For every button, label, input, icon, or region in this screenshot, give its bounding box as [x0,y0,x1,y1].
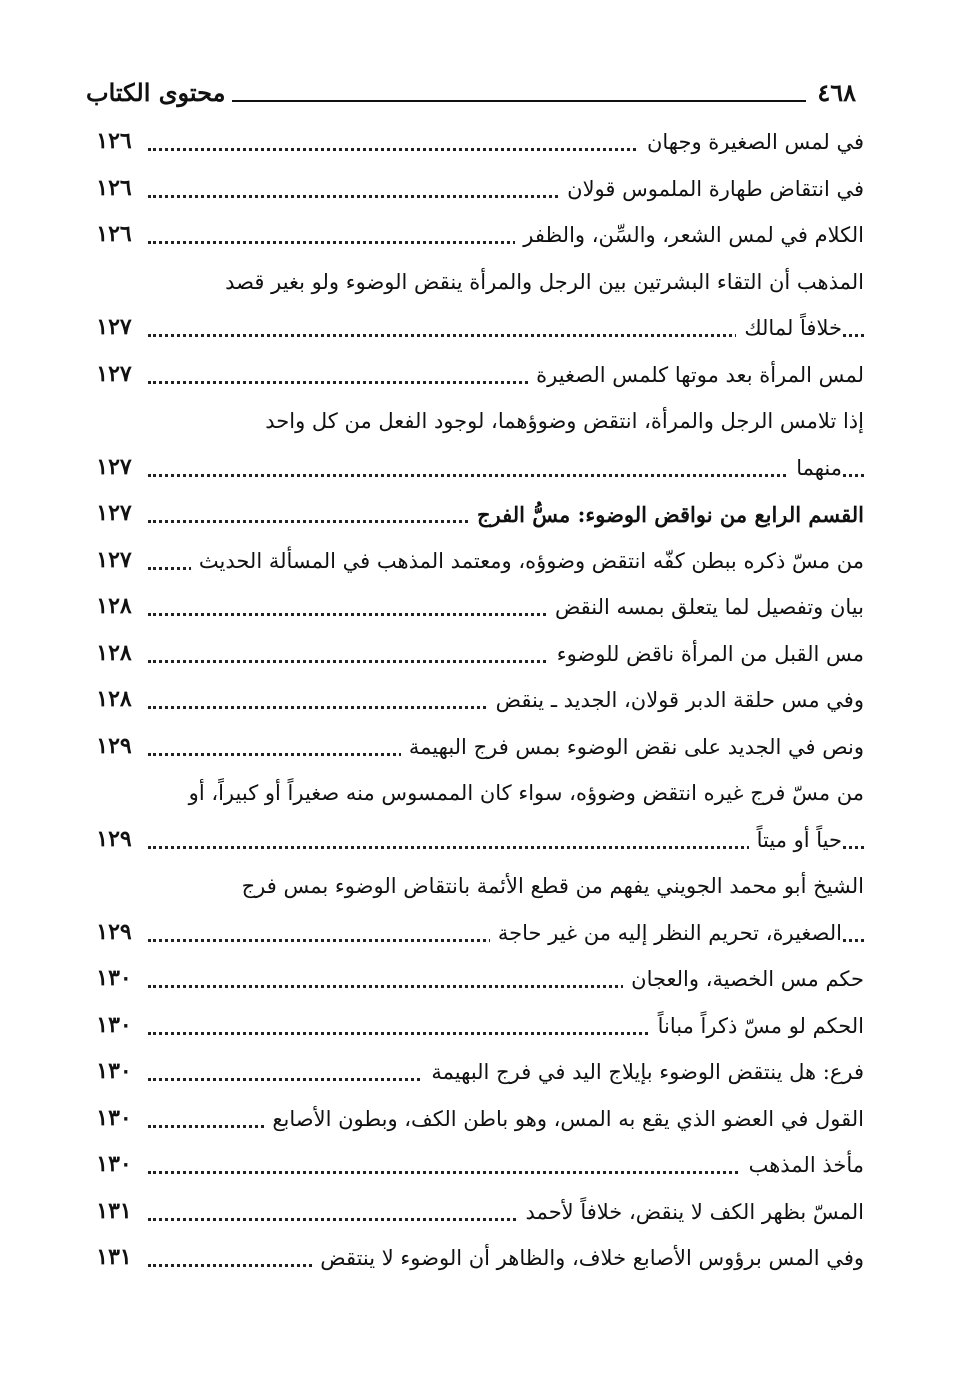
header-rule [232,100,806,102]
toc-entry-text: الكلام في لمس الشعر، والسِّن، والظفر [515,223,864,247]
toc-entry-page: ١٣٠ [96,965,132,991]
toc-entry-text: حكم مس الخصية، والعجان [623,967,864,991]
toc-entry [86,498,864,545]
toc-entry [86,1242,864,1289]
toc-entry-page: ١٢٧ [96,360,132,387]
toc-entry [86,1010,864,1057]
toc-entry [86,1103,864,1150]
toc-entry-text: من مسّ ذكره ببطن كفّه انتقض وضوؤه، ومعتمد المذهب في المسألة الحديث [191,549,864,573]
toc-entry [86,917,864,964]
toc-entry [86,173,864,220]
toc-entry-text: في انتقاض طهارة الملموس قولان [559,177,864,201]
toc-entry-text: فرع: هل ينتقض الوضوء بإيلاج اليد في فرج البهيمة [423,1060,864,1084]
toc-entry-text: الحكم لو مسّ ذكراً مباناً [650,1014,864,1038]
page-header [86,78,860,112]
toc-entry-text: مس القبل من المرأة ناقض للوضوء [549,642,864,666]
toc-entry-text: بيان وتفصيل لما يتعلق بمسه النقض [547,595,864,619]
toc-entry [86,731,864,778]
toc-entry-page: ١٣٠ [96,1151,132,1177]
toc-entry [86,312,864,359]
toc-entry-page: ١٢٩ [96,918,132,945]
toc-entry-text: القول في العضو الذي يقع به المس، وهو باطن الكف، وبطون الأصابع [264,1107,864,1131]
toc-entry [86,405,864,452]
toc-entry [86,824,864,871]
toc-entry-text: منهما [788,456,842,480]
toc-entry-page: ١٢٧ [96,453,132,480]
toc-entry-text: لمس المرأة بعد موتها كلمس الصغيرة [528,363,864,387]
page-number: ٤٦٨ [817,78,856,107]
toc-entry [86,219,864,266]
toc-entry-page: ١٣١ [96,1244,132,1270]
toc-entry-page: ١٢٩ [96,825,132,852]
toc-entry [86,359,864,406]
toc-entry-text: مأخذ المذهب [741,1153,864,1177]
toc-entry-page: ١٢٦ [96,221,132,247]
toc-entry [86,870,864,917]
toc-entry-page: ١٣٠ [96,1058,132,1084]
toc-entry-text: الشيخ أبو محمد الجويني يفهم من قطع الأئمة بانتقاض الوضوء بمس فرج [234,874,864,898]
toc-entry [86,266,864,313]
toc-entry-text: ونص في الجديد على نقض الوضوء بمس فرج البهيمة [401,735,864,759]
toc-entry-text: وفي مس حلقة الدبر قولان، الجديد ـ ينقض [488,688,864,712]
toc-entry-page: ١٢٦ [96,174,132,201]
toc-entry-page: ١٣٠ [96,1104,132,1131]
toc-entry [86,545,864,592]
toc-entry-text: القسم الرابع من نواقض الوضوء: مسُّ الفرج [469,502,864,527]
toc-entry [86,963,864,1010]
toc-entry-text: في لمس الصغيرة وجهان [639,130,864,154]
running-title: محتوى الكتاب [86,78,226,107]
toc-entry-page: ١٢٦ [96,128,132,154]
toc-entry-text: المسّ بظهر الكف لا ينقض، خلافاً لأحمد [518,1200,864,1224]
toc-entry-text: حياً أو ميتاً [749,828,842,852]
table-of-contents [86,126,864,1289]
toc-entry-page: ١٢٧ [96,546,132,573]
toc-entry [86,684,864,731]
toc-entry [86,1149,864,1196]
toc-entry [86,591,864,638]
toc-entry-text: إذا تلامس الرجل والمرأة، انتقض وضوؤهما، لوجود الفعل من كل واحد [257,409,864,433]
toc-entry-page: ١٢٨ [96,593,132,619]
toc-entry [86,452,864,499]
toc-entry-text: وفي المس برؤوس الأصابع خلاف، والظاهر أن الوضوء لا ينتقض [312,1246,864,1270]
toc-entry-page: ١٣٠ [96,1011,132,1038]
toc-entry-text: الصغيرة، تحريم النظر إليه من غير حاجة [490,921,842,945]
toc-entry [86,777,864,824]
dot-leader [148,474,864,477]
toc-entry-page: ١٢٩ [96,732,132,759]
toc-entry-page: ١٢٧ [96,314,132,340]
toc-entry [86,1196,864,1243]
toc-entry-page: ١٢٧ [96,500,132,526]
toc-entry-page: ١٢٨ [96,639,132,666]
toc-entry-page: ١٢٨ [96,686,132,712]
toc-entry [86,638,864,685]
toc-entry [86,126,864,173]
toc-entry-text: المذهب أن التقاء البشرتين بين الرجل والمرأة ينقض الوضوء ولو بغير قصد [217,270,864,294]
toc-entry-page: ١٣١ [96,1197,132,1224]
toc-entry-text: خلافاً لمالك [736,316,842,340]
toc-entry-text: من مسّ فرج غيره انتقض وضوؤه، سواء كان الممسوس منه صغيراً أو كبيراً، أو [181,781,864,805]
toc-entry [86,1056,864,1103]
